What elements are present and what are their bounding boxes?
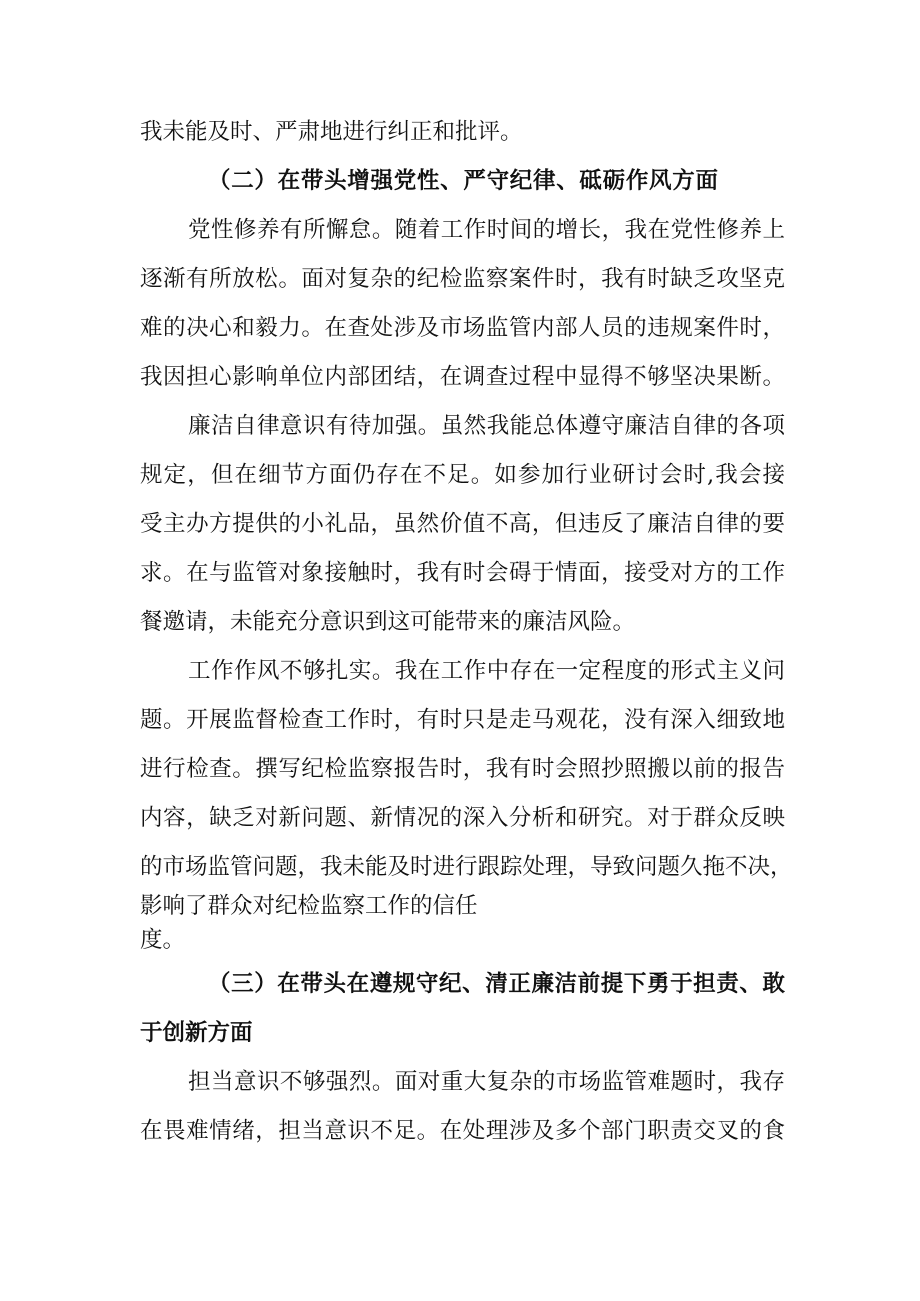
s2-p3-line-1: 工作作风不够扎实。我在工作中存在一定程度的形式主义问 (188, 658, 785, 684)
s2-p3-line-4: 内容，缺乏对新问题、新情况的深入分析和研究。对于群众反映 (140, 805, 785, 831)
s2-p3-line-2: 题。开展监督检查工作时，有时只是走马观花，没有深入细致地 (140, 707, 785, 733)
s3-p1-line-1: 担当意识不够强烈。面对重大复杂的市场监管难题时，我存 (188, 1069, 785, 1095)
s2-p1-line-3: 难的决心和毅力。在查处涉及市场监管内部人员的违规案件时， (140, 315, 785, 341)
s2-p2-line-1: 廉洁自律意识有待加强。虽然我能总体遵守廉洁自律的各项 (188, 413, 785, 439)
s2-p3-line-7: 度。 (140, 927, 186, 953)
intro-line-1: 我未能及时、严肃地进行纠正和批评。 (140, 119, 523, 145)
section-3-heading-line-1: （三）在带头在遵规守纪、清正廉洁前提下勇于担责、敢 (208, 971, 785, 997)
s2-p1-line-4: 我因担心影响单位内部团结，在调查过程中显得不够坚决果断。 (140, 364, 785, 390)
s2-p3-line-6: 影响了群众对纪检监察工作的信任 (140, 893, 478, 919)
s2-p1-line-1: 党性修养有所懈怠。随着工作时间的增长，我在党性修养上 (188, 217, 785, 243)
section-2-heading: （二）在带头增强党性、严守纪律、砥砺作风方面 (208, 168, 718, 194)
s2-p2-line-5: 餐邀请，未能充分意识到这可能带来的廉洁风险。 (140, 609, 636, 635)
s2-p3-line-3: 进行检查。撰写纪检监察报告时，我有时会照抄照搬以前的报告 (140, 756, 785, 782)
s2-p2-line-4: 求。在与监管对象接触时，我有时会碍于情面，接受对方的工作 (140, 560, 785, 586)
section-3-heading-line-2: 于创新方面 (140, 1020, 253, 1046)
s2-p3-line-5: 的市场监管问题，我未能及时进行跟踪处理，导致问题久拖不决， (140, 854, 793, 880)
s2-p2-line-2: 规定，但在细节方面仍存在不足。如参加行业研讨会时,我会接 (140, 462, 785, 488)
s2-p1-line-2: 逐渐有所放松。面对复杂的纪检监察案件时，我有时缺乏攻坚克 (140, 266, 785, 292)
s3-p1-line-2: 在畏难情绪，担当意识不足。在处理涉及多个部门职责交叉的食 (140, 1118, 785, 1144)
s2-p2-line-3: 受主办方提供的小礼品，虽然价值不高，但违反了廉洁自律的要 (140, 511, 785, 537)
